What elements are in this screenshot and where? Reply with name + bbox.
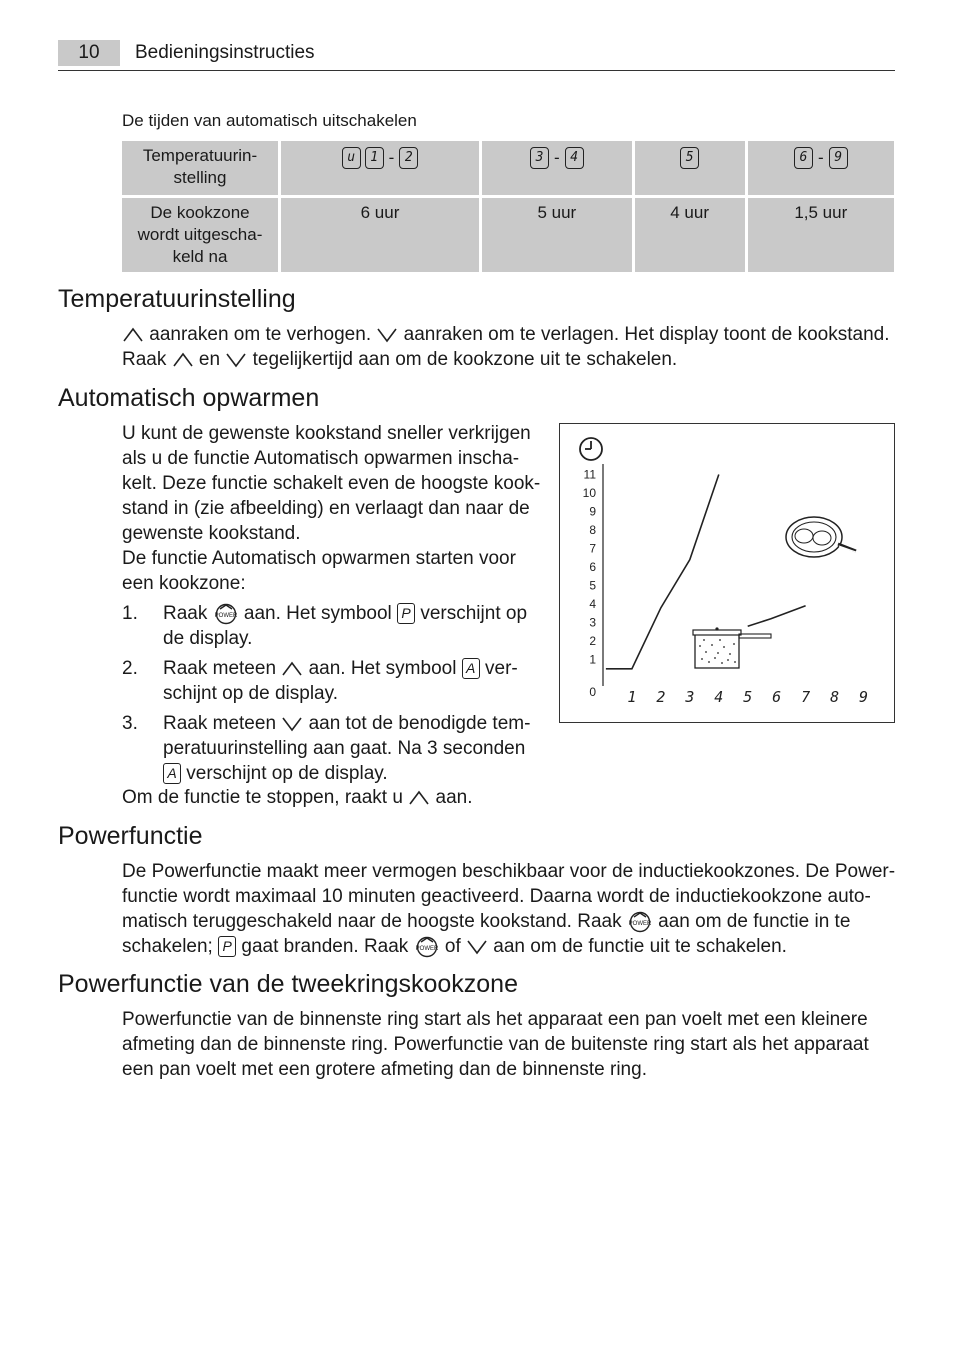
chart-svg bbox=[560, 424, 894, 722]
display-symbol: P bbox=[397, 603, 415, 624]
x-tick-label: 2 bbox=[656, 688, 666, 706]
paragraph-automatisch-opwarmen: U kunt de gewenste kookstand sneller verkrijgen als u de functie Automatisch opwarmen inscha- kelt. Deze functie schakelt even de hoogste kook- stand in (zie afbeelding) en verlaagt dan naar de gewenste kookstand. De functie Automatisch opwarmen starten voor een kookzone: bbox=[122, 423, 541, 594]
svg-text:POWER: POWER bbox=[214, 612, 237, 619]
power-icon bbox=[213, 603, 239, 625]
auto-off-table bbox=[122, 141, 894, 272]
paragraph-tweekringskookzone: Powerfunctie van de binnenste ring start als het apparaat een pan voelt met een kleinere afmeting dan de binnenste ring. Powerfunctie van de buitenste ring start als het apparaat een pan voelt met een grotere afmeting dan de binnenste ring. bbox=[122, 1009, 869, 1080]
display-digit: 2 bbox=[399, 147, 418, 169]
x-tick-label: 3 bbox=[685, 688, 695, 706]
y-tick-label: 8 bbox=[589, 523, 596, 537]
x-tick-label: 9 bbox=[859, 688, 869, 706]
y-tick-label: 6 bbox=[589, 560, 596, 574]
header-title: Bedieningsinstructies bbox=[135, 42, 315, 63]
y-tick-label: 10 bbox=[582, 486, 596, 500]
heating-chart bbox=[559, 423, 895, 723]
table-caption: De tijden van automatisch uitschakelen bbox=[122, 111, 417, 130]
display-digit: u bbox=[342, 147, 361, 169]
paragraph-powerfunctie: De Powerfunctie maakt meer vermogen beschikbaar voor de inductiekookzones. De Power- functie wordt maximaal 10 minuten geactiveerd. Daarna wordt de inductiekookzone auto- matisch teruggeschakeld naar de hoogste kookstand. Raak POWER aan om de functie in te schakelen; P gaat branden. Raak POWER of aan om de functie uit te schakelen. bbox=[122, 861, 896, 957]
section-title-powerfunctie: Powerfunctie bbox=[58, 822, 203, 850]
display-symbol: P bbox=[218, 936, 236, 957]
x-tick-label: 4 bbox=[714, 688, 724, 706]
power-icon bbox=[414, 936, 440, 958]
y-tick-label: 4 bbox=[589, 597, 596, 611]
display-digit: 9 bbox=[829, 147, 848, 169]
series-line-2 bbox=[748, 606, 806, 626]
x-tick-label: 7 bbox=[801, 688, 811, 706]
display-digit: 5 bbox=[680, 147, 699, 169]
down-arrow-icon bbox=[466, 938, 488, 956]
section-title-automatisch-opwarmen: Automatisch opwarmen bbox=[58, 384, 320, 412]
up-arrow-icon bbox=[122, 326, 144, 344]
list-item: 2. Raak meteen aan. Het symbool A ver- schijnt op de display. bbox=[122, 658, 518, 704]
display-symbol: A bbox=[163, 763, 181, 784]
paragraph-stop: Om de functie te stoppen, raakt u aan. bbox=[122, 787, 473, 808]
paragraph-temperatuurinstelling: aanraken om te verhogen. aanraken om te verlagen. Het display toont de kookstand. Raak en tegelijkertijd aan om de kookzone uit te schakelen. bbox=[122, 324, 890, 370]
table-cell-time: 6 uur bbox=[281, 198, 482, 272]
section-title-tweekringskookzone: Powerfunctie van de tweekringskookzone bbox=[58, 970, 518, 998]
y-tick-label: 7 bbox=[589, 541, 596, 556]
down-arrow-icon bbox=[376, 326, 398, 344]
y-tick-label: 1 bbox=[589, 652, 596, 667]
header-divider bbox=[58, 70, 895, 71]
display-symbol: A bbox=[462, 658, 480, 679]
up-arrow-icon bbox=[172, 351, 194, 369]
x-tick-label: 8 bbox=[830, 688, 840, 706]
y-tick-label: 3 bbox=[589, 615, 596, 630]
table-cell-range bbox=[635, 141, 748, 198]
table-cell-range: u 1 - 2 bbox=[281, 141, 482, 198]
table-cell-range: 3 - 4 bbox=[482, 141, 635, 198]
up-arrow-icon bbox=[281, 660, 303, 678]
list-item: 1. Raak POWER aan. Het symbool P verschijnt op de display. bbox=[122, 603, 528, 649]
instruction-steps bbox=[122, 601, 542, 791]
section-title-temperatuurinstelling: Temperatuurinstelling bbox=[58, 285, 296, 313]
y-tick-label: 9 bbox=[589, 504, 596, 519]
clock-icon bbox=[580, 438, 602, 460]
y-tick-label: 11 bbox=[583, 467, 596, 482]
power-icon bbox=[627, 911, 653, 933]
y-tick-label: 0 bbox=[589, 685, 596, 699]
display-digit: 1 bbox=[365, 147, 384, 169]
table-cell-time: 5 uur bbox=[482, 198, 635, 272]
table-row-header: Temperatuurin- stelling bbox=[122, 141, 281, 198]
list-item: 3. Raak meteen aan tot de benodigde tem- peratuurinstelling aan gaat. Na 3 seconden A verschijnt op de display. bbox=[122, 713, 531, 784]
table-cell-range: 6 - 9 bbox=[748, 141, 894, 198]
down-arrow-icon bbox=[225, 351, 247, 369]
table-row-header: De kookzone wordt uitgescha- keld na bbox=[122, 198, 281, 272]
svg-text:POWER: POWER bbox=[628, 920, 652, 927]
x-tick-label: 1 bbox=[627, 688, 637, 706]
page-number: 10 bbox=[58, 40, 120, 66]
svg-text:POWER: POWER bbox=[415, 945, 438, 952]
x-tick-label: 5 bbox=[743, 688, 753, 706]
x-tick-label: 6 bbox=[772, 688, 782, 706]
display-digit: 6 bbox=[794, 147, 813, 169]
y-tick-label: 2 bbox=[589, 634, 596, 648]
series-line-1 bbox=[606, 475, 719, 669]
table-row bbox=[122, 198, 894, 272]
display-digit: 4 bbox=[565, 147, 584, 169]
table-cell-time: 4 uur bbox=[635, 198, 748, 272]
display-digit: 3 bbox=[530, 147, 549, 169]
y-tick-label: 5 bbox=[589, 578, 596, 593]
pot-icon bbox=[693, 627, 771, 668]
table-row bbox=[122, 141, 894, 198]
down-arrow-icon bbox=[281, 715, 303, 733]
up-arrow-icon bbox=[408, 789, 430, 807]
frying-pan-icon bbox=[786, 517, 856, 557]
table-cell-time: 1,5 uur bbox=[748, 198, 894, 272]
